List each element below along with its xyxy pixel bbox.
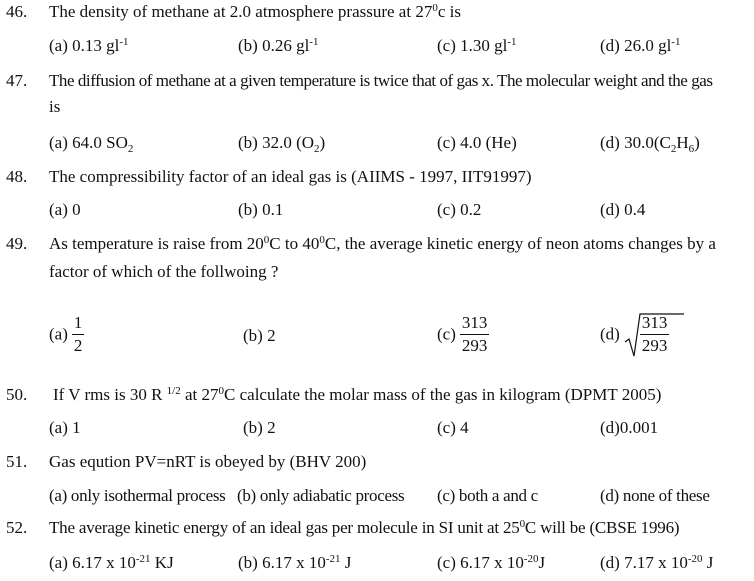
option-b: (b) 2 xyxy=(243,326,276,345)
question-text: The diffusion of methane at a given temperature is twice that of gas x. The molecular weight and the gas xyxy=(49,71,713,90)
option-a: (a) 6.17 x $10^{-21}$ KJ xyxy=(49,553,174,572)
option-c: (c) 4.0 (He) xyxy=(437,133,517,152)
question-text: Gas eqution PV=nRT is obeyed by (BHV 200) xyxy=(49,452,367,471)
option-c: (c) 0.2 xyxy=(437,200,482,219)
option-a: (a) 64.0 $SO_2$ xyxy=(49,133,134,155)
option-a: (a) only isothermal process xyxy=(49,486,226,505)
option-d: (d) 7.17 x $10^{-20}$ J xyxy=(600,553,714,572)
option-a: (a) $\frac{1}{2}$ xyxy=(49,313,83,355)
option-b: (b) 0.1 xyxy=(238,200,284,219)
option-d: (d) $\frac{313}{293}$ xyxy=(600,312,669,357)
question-text: The density of methane at 2.0 atmosphere prassure at $27^0c$ is xyxy=(49,2,461,21)
option-b: (b) 32.0 $(O_2)$ xyxy=(238,133,326,155)
square-root xyxy=(624,312,670,357)
option-c: (c) 4 xyxy=(437,418,469,437)
option-d: (d) 0.4 xyxy=(600,200,646,219)
question-number: 48. xyxy=(6,167,28,186)
option-a: (a) 1 xyxy=(49,418,81,437)
option-b: (b) 6.17 x $10^{-21}$ J xyxy=(238,553,352,572)
question-text: As temperature is raise from $20^0C$ to $40^0C$, the average kinetic energy of neon atoms changes by a xyxy=(49,234,716,253)
question-text: If V rms is 30 R $^{1/2}$ at $27^0C$ calculate the molar mass of the gas in kilogram (DPMT 2005) xyxy=(53,385,662,404)
question-text-continued: factor of which of the follwoing ? xyxy=(49,262,279,281)
fraction: $\frac{313}{293}$ xyxy=(461,313,488,355)
option-d: (d)0.001 xyxy=(600,418,659,437)
option-c: (c) 6.17 x $10^{-20}J$ xyxy=(437,553,546,572)
option-d: (d) none of these xyxy=(600,486,710,505)
question-number: 51. xyxy=(6,452,28,471)
option-d: (d) 26.0 $gl^{-1}$ xyxy=(600,36,681,55)
option-b: (b) 2 xyxy=(243,418,276,437)
fraction: $\frac{1}{2}$ xyxy=(73,313,83,355)
question-number: 46. xyxy=(6,2,28,21)
option-a: (a) 0.13 $gl^{-1}$ xyxy=(49,36,129,55)
option-c: (c) both a and c xyxy=(437,486,538,505)
option-b: (b) only adiabatic process xyxy=(237,486,405,505)
question-number: 47. xyxy=(6,71,28,90)
question-number: 52. xyxy=(6,518,28,537)
option-a: (a) 0 xyxy=(49,200,81,219)
option-b: (b) 0.26 $gl^{-1}$ xyxy=(238,36,319,55)
fraction: $\frac{313}{293}$ xyxy=(641,313,668,355)
question-text: The average kinetic energy of an ideal gas per molecule in SI unit at $25^0C$ will be (CBSE 1996) xyxy=(49,518,680,537)
option-d: (d) $30.0(C_2H_6)$ xyxy=(600,133,700,155)
question-number: 49. xyxy=(6,234,28,253)
question-number: 50. xyxy=(6,385,28,404)
square-root-sign-icon xyxy=(624,312,684,358)
option-c: (c) 1.30 $gl^{-1}$ xyxy=(437,36,517,55)
question-text: The compressibility factor of an ideal gas is (AIIMS - 1997, IIT91997) xyxy=(49,167,532,186)
option-c: (c) $\frac{313}{293}$ xyxy=(437,313,488,355)
question-text-continued: is xyxy=(49,97,61,116)
options-49 xyxy=(0,312,754,358)
